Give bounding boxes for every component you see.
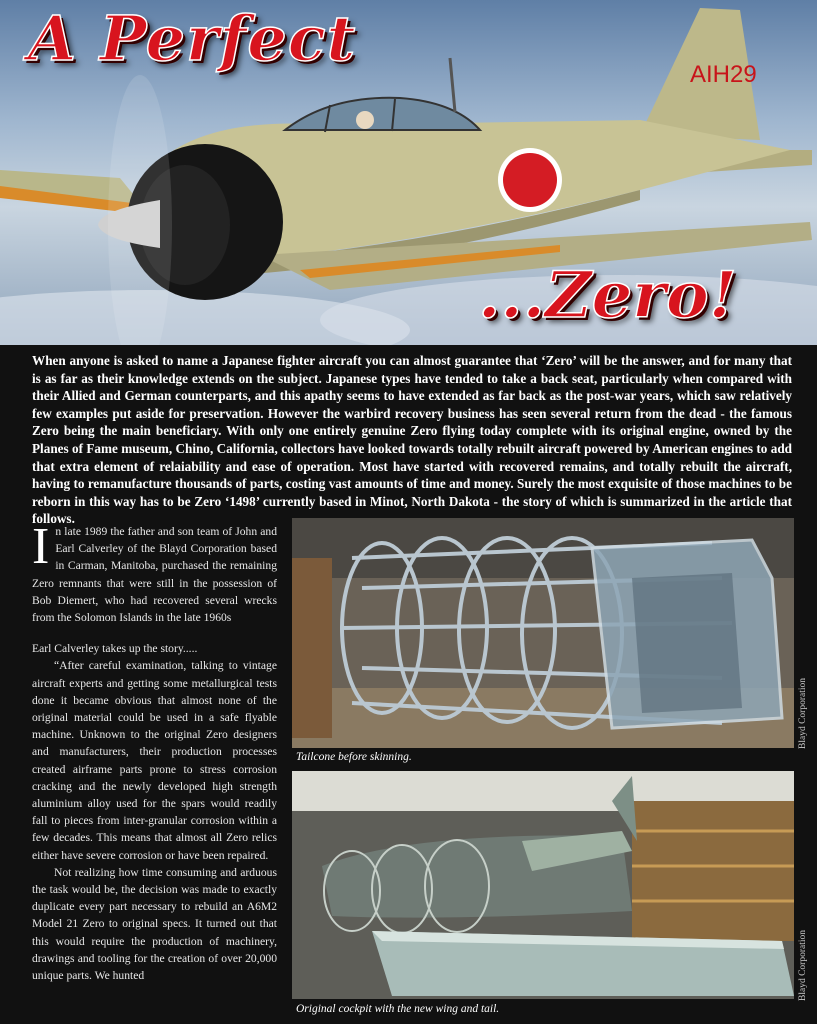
photo-caption-2: Original cockpit with the new wing and tail. xyxy=(296,1003,500,1015)
drop-cap: I xyxy=(32,518,50,575)
photo-tailcone xyxy=(292,518,794,748)
title-top: A Perfect xyxy=(28,2,357,75)
body-paragraph-3: “After careful examination, talking to vintage aircraft experts and getting some metallurgical tests done it became obvious that almost none of the original material could be used in a safe flyable machine. Unknown to the original Zero designers and manufacturers, their production processes created airframe parts prone to stress corrosion cracking and the newly developed high strength aluminium alloy used for the spars would readily fall to pieces from inter-granular corrosion within a few decades. This means that almost all Zero relics either have severe corrosion or have been repaired. xyxy=(32,659,277,862)
body-paragraph-1-text: n late 1989 the father and son team of John and Earl Calverley of the Blayd Corporation based in Carman, Manitoba, purchased the remaining Zero remnants that were still in the possession of Bob Diemert, who had recovered several wrecks from the Solomon Islands in the late 1960s xyxy=(32,525,277,625)
hero-photo xyxy=(0,0,817,345)
photo-cockpit xyxy=(292,771,794,999)
body-paragraph-1 xyxy=(32,518,277,626)
body-paragraph-4: Not realizing how time consuming and arduous the task would be, the decision was made to exactly duplicate every part necessary to rebuild an A6M2 Model 21 Zero to original specs. It turned out that this would require the production of machinery, drawings and tooling for the creation of over 20,000 unique parts. We hunted xyxy=(32,865,277,983)
body-column xyxy=(32,518,277,984)
photo-credit-2: Blayd Corporation xyxy=(798,930,808,1001)
body-paragraph-2: Earl Calverley takes up the story..... xyxy=(32,642,198,656)
photo-caption-1: Tailcone before skinning. xyxy=(296,751,412,763)
title-bottom: ...Zero! xyxy=(478,258,737,333)
intro-paragraph: When anyone is asked to name a Japanese fighter aircraft you can almost guarantee that ‘Zero’ will be the answer, and for many that is as far as their knowledge extends on the subject. Japanese types have tended to take a back seat, particularly when compared with their Allied and German counterparts, and this apathy seems to have extended as far back as the post-war years, which saw relatively few examples put aside for preservation. However the warbird recovery business has seen several return from the dead - the famous Zero being the main beneficiary. With only one entirely genuine Zero flying today complete with its original engine, owned by the Planes of Fame museum, Chino, California, collectors have looked towards totally rebuilt aircraft powered by American engines to add that extra element of relaiability and ease of operation. Most have started with recovered remains, and totally rebuilt the aircraft, having to remanufacture thousands of parts, costing vast amounts of time and money. Surely the most exquisite of those machines to be reborn in this way has to be Zero ‘1498’ currently based in Minot, North Dakota - the story of which is summarized in the article that follows. xyxy=(32,353,792,527)
tail-code: AIH29 xyxy=(690,61,757,88)
photo-credit-1: Blayd Corporation xyxy=(798,678,808,749)
